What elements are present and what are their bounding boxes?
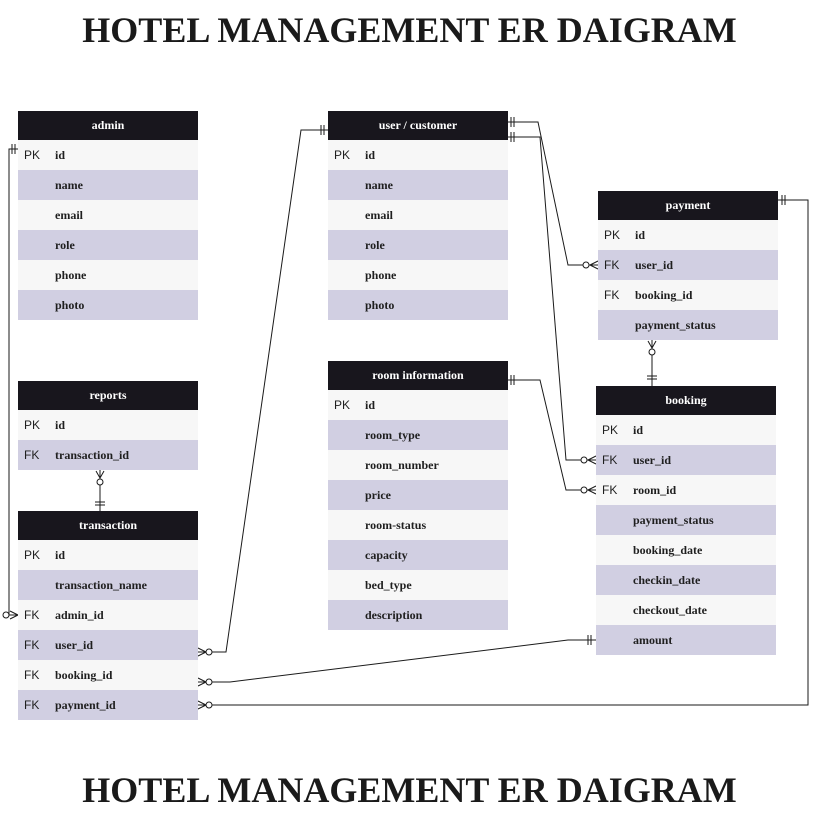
field-name: id — [365, 397, 376, 412]
entity-field — [18, 600, 198, 630]
field-name: user_id — [55, 637, 94, 652]
entity-field — [18, 570, 198, 600]
entity-title: transaction — [18, 511, 198, 540]
entity-field — [598, 280, 778, 310]
field-key: FK — [24, 698, 40, 712]
field-name: email — [365, 207, 393, 222]
field-key: PK — [24, 548, 41, 562]
entity-field — [596, 475, 776, 505]
field-name: room_id — [633, 482, 677, 497]
field-name: admin_id — [55, 607, 104, 622]
entity-field — [328, 260, 508, 290]
field-name: transaction_name — [55, 577, 147, 592]
diagram-title: HOTEL MANAGEMENT ER DAIGRAM — [82, 10, 737, 50]
field-key: FK — [602, 453, 618, 467]
entity-field — [18, 690, 198, 720]
entity-title: admin — [18, 111, 198, 140]
entity-field — [328, 140, 508, 170]
field-name: room-status — [365, 517, 427, 532]
field-name: checkin_date — [633, 572, 701, 587]
entity-field — [328, 600, 508, 630]
entity-field — [18, 660, 198, 690]
field-key: PK — [602, 423, 619, 437]
entity-field — [18, 230, 198, 260]
entity-field — [328, 390, 508, 420]
entity-payment[interactable] — [598, 191, 778, 340]
entity-field — [596, 625, 776, 655]
field-name: amount — [633, 632, 673, 647]
rel-transaction-reports — [95, 470, 105, 511]
rel-booking-transaction — [198, 635, 596, 686]
entity-title: booking — [596, 386, 776, 415]
entity-title: user / customer — [328, 111, 508, 140]
entity-field — [596, 415, 776, 445]
field-name: booking_id — [55, 667, 113, 682]
entity-field — [598, 250, 778, 280]
entity-transaction[interactable] — [18, 511, 198, 720]
field-key: FK — [602, 483, 618, 497]
entity-field — [596, 445, 776, 475]
entity-field — [328, 290, 508, 320]
field-key: FK — [24, 668, 40, 682]
field-key: PK — [24, 418, 41, 432]
entity-title: reports — [18, 381, 198, 410]
field-name: price — [365, 487, 391, 502]
field-name: id — [55, 147, 66, 162]
entity-admin[interactable] — [18, 111, 198, 320]
rel-booking-payment — [647, 340, 657, 386]
field-name: phone — [55, 267, 87, 282]
field-name: bed_type — [365, 577, 412, 592]
field-key: FK — [604, 288, 620, 302]
field-name: id — [55, 417, 66, 432]
field-name: user_id — [635, 257, 674, 272]
entity-field — [18, 630, 198, 660]
entity-field — [18, 170, 198, 200]
field-name: id — [635, 227, 646, 242]
field-name: room_number — [365, 457, 439, 472]
entity-field — [328, 510, 508, 540]
rel-admin-transaction — [3, 144, 18, 619]
entity-field — [328, 480, 508, 510]
rel-room-booking — [508, 375, 596, 494]
entity-field — [328, 450, 508, 480]
field-name: user_id — [633, 452, 672, 467]
field-name: id — [633, 422, 644, 437]
field-name: room_type — [365, 427, 421, 442]
entity-booking[interactable] — [596, 386, 776, 655]
entity-field — [328, 420, 508, 450]
field-key: PK — [334, 398, 351, 412]
entity-title: room information — [328, 361, 508, 390]
entity-field — [328, 200, 508, 230]
field-name: description — [365, 607, 423, 622]
field-name: transaction_id — [55, 447, 130, 462]
field-key: PK — [604, 228, 621, 242]
rel-user-payment — [508, 117, 598, 269]
field-name: capacity — [365, 547, 408, 562]
entity-room-information[interactable] — [328, 361, 508, 630]
entity-field — [18, 200, 198, 230]
entity-field — [598, 310, 778, 340]
field-name: name — [365, 177, 393, 192]
field-key: PK — [24, 148, 41, 162]
entity-field — [18, 140, 198, 170]
field-name: booking_id — [635, 287, 693, 302]
field-key: FK — [24, 448, 40, 462]
entity-field — [596, 535, 776, 565]
entity-field — [18, 260, 198, 290]
field-name: photo — [55, 297, 85, 312]
field-name: booking_date — [633, 542, 703, 557]
field-key: FK — [24, 638, 40, 652]
entity-field — [18, 290, 198, 320]
entity-reports[interactable] — [18, 381, 198, 470]
field-name: id — [365, 147, 376, 162]
field-key: FK — [604, 258, 620, 272]
field-name: role — [55, 237, 75, 252]
entity-field — [328, 570, 508, 600]
field-name: name — [55, 177, 83, 192]
entity-title: payment — [598, 191, 778, 220]
field-name: phone — [365, 267, 397, 282]
field-name: id — [55, 547, 66, 562]
entity-field — [596, 565, 776, 595]
entity-user-customer[interactable] — [328, 111, 508, 320]
field-name: role — [365, 237, 385, 252]
diagram-footer-title: HOTEL MANAGEMENT ER DAIGRAM — [82, 770, 737, 810]
entity-field — [596, 595, 776, 625]
field-key: FK — [24, 608, 40, 622]
field-name: email — [55, 207, 83, 222]
field-name: checkout_date — [633, 602, 707, 617]
field-name: payment_status — [635, 317, 716, 332]
rel-user-transaction — [198, 125, 328, 656]
entity-field — [328, 540, 508, 570]
rel-user-booking — [508, 132, 596, 464]
entity-field — [18, 540, 198, 570]
entity-field — [328, 230, 508, 260]
field-name: photo — [365, 297, 395, 312]
entity-field — [596, 505, 776, 535]
entity-field — [598, 220, 778, 250]
entity-field — [18, 440, 198, 470]
field-name: payment_id — [55, 697, 116, 712]
field-key: PK — [334, 148, 351, 162]
entity-field — [328, 170, 508, 200]
field-name: payment_status — [633, 512, 714, 527]
entity-field — [18, 410, 198, 440]
